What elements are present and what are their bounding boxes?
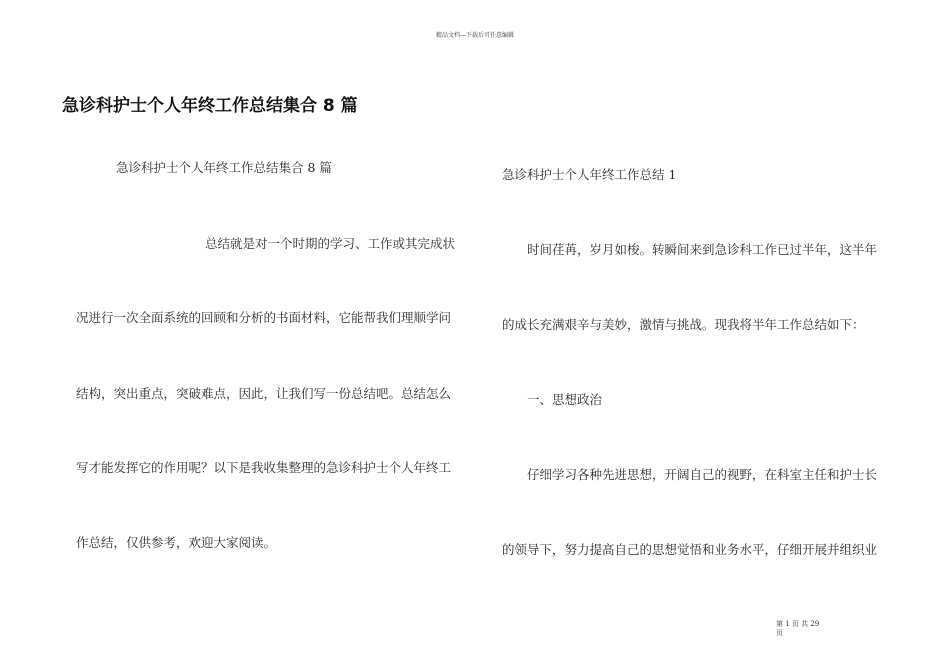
left-paragraph-line: 总结就是对一个时期的学习、工作或其完成状 xyxy=(205,236,456,251)
right-section-heading: 急诊科护士个人年终工作总结 1 xyxy=(502,167,677,182)
page-number-line: 页 xyxy=(776,629,783,637)
header-note: 精品文档---下载后可任意编辑 xyxy=(435,32,515,39)
page-number-line: 第 1 页 共 29 xyxy=(776,620,820,628)
right-paragraph-line: 的领导下，努力提高自己的思想觉悟和业务水平，仔细开展并组织业 xyxy=(502,542,878,557)
page-footer xyxy=(776,620,836,638)
left-paragraph-line: 作总结，仅供参考，欢迎大家阅读。 xyxy=(76,535,277,550)
right-paragraph-line: 时间荏苒，岁月如梭。转瞬间来到急诊科工作已过半年，这半年 xyxy=(527,242,878,257)
document-title: 急诊科护士个人年终工作总结集合 8 篇 xyxy=(62,96,358,116)
left-paragraph-line: 结构，突出重点，突破难点，因此，让我们写一份总结吧。总结怎么 xyxy=(76,386,452,401)
left-paragraph-line: 况进行一次全面系统的回顾和分析的书面材料，它能帮我们理顺学问 xyxy=(76,310,452,325)
left-subtitle: 急诊科护士个人年终工作总结集合 8 篇 xyxy=(116,160,332,175)
right-paragraph-line: 仔细学习各种先进思想，开阔自己的视野，在科室主任和护士长 xyxy=(527,467,878,482)
right-subheading: 一、思想政治 xyxy=(527,392,603,407)
right-paragraph-line: 的成长充满艰辛与美妙，激情与挑战。现我将半年工作总结如下： xyxy=(502,317,865,332)
left-paragraph-line: 写才能发挥它的作用呢？以下是我收集整理的急诊科护士个人年终工 xyxy=(76,460,452,475)
